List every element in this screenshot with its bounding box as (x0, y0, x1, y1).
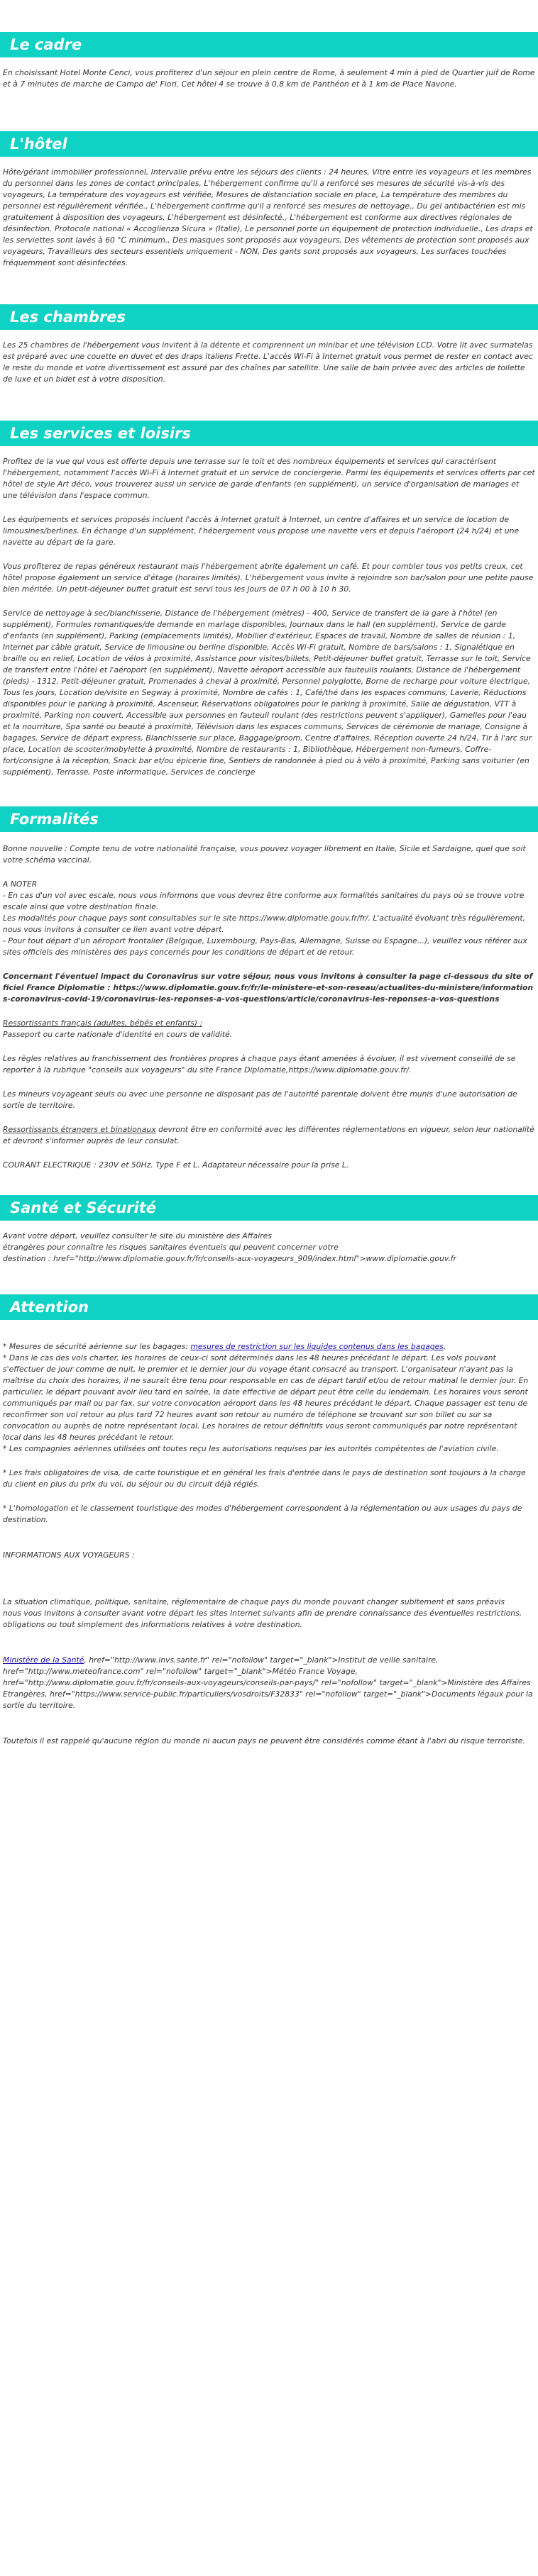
services-text-3: Vous profiterez de repas généreux restaurant mais l'hébergement abrite également un café. Et pour combler tous vos petits creux, cet hôtel propose également un service d'étage (horaires limités). L'hébergement vous invite à rejoindre son bar/salon pour une petite pause bien méritée. Un petit-déjeuner buffet gratuit est servi tous les jours de 07 h 00 à 10 h 30. (3, 562, 534, 594)
nationals-label: Ressortissants français (adultes, bébés et enfants) : (3, 1018, 203, 1028)
section-title-sante: Santé et Sécurité (0, 1195, 538, 1221)
section-sante (0, 1195, 538, 1265)
section-attention (0, 1294, 538, 1747)
section-hotel (0, 131, 538, 269)
coronavirus-notice: Concernant l'éventuel impact du Coronavirus sur votre séjour, nous vous invitons à consulter la page ci-dessous du site officiel France Diplomatie : https://www.diplomatie.gouv.fr/fr/le-ministere-et-son-reseau/actualites-du-ministere/informations-coronavirus-covid-19/coronavirus-les-reponses-a-vos-questions/article/coronavirus-les-reponses-a-vos-questions (3, 972, 534, 1004)
foreigners-text: devront être en conformité avec les différentes réglementations en vigueur, selon leur nationalité et devront s'informer auprès de leur consulat. (3, 1125, 534, 1145)
chambres-text: Les 25 chambres de l'hébergement vous invitent à la détente et comprennent un minibar et une télévision LCD. Votre lit avec surmatelas est préparé avec une couette en duvet et des draps italiens Frette. L'accès Wi-Fi à Internet gratuit vous permet de rester en contact avec le reste du monde et votre divertissement est assuré par des chaînes par satellite. Une salle de bain privée avec des articles de toilette de luxe et un bidet est à votre disposition. (3, 340, 533, 384)
section-chambres (0, 304, 538, 385)
services-text-2: Les équipements et services proposés incluent l'accès à internet gratuit à Internet, un centre d'affaires et un service de location de limousines/berlines. En échange d'un supplément, l'hébergement vous propose une navette vers et depuis l'aéroport (24 h/24) et une navette au départ de la gare. (3, 515, 520, 547)
section-title-chambres: Les chambres (0, 304, 538, 330)
traveler-info-text: La situation climatique, politique, sanitaire, réglementaire de chaque pays du monde pouvant changer subitement et sans préavis nous vous invitons à consulter avant votre départ les sites Internet suivants afin de prendre connaissance des éventuelles restrictions, obligations ou tout simplement des informations relatives à votre destination. (3, 1597, 522, 1629)
note-text: - En cas d'un vol avec escale, nous vous informons que vous devrez être conforme aux formalités sanitaires du pays où se trouve votre escale ainsi que votre destination finale. Les modalités pour chaque pays sont consultables sur le site https://www.diplomatie.gouv.fr/fr/. L'actualité évoluant très régulièrement, nous vous invitons à consulter ce lien avant votre départ. - Pour tout départ d'un aéroport frontalier (Belgique, Luxembourg, Pays-Bas, Allemagne, Suisse ou Espagne...), veuillez vous référer aux sites officiels des ministères des pays concernés pour les conditions de départ et de retour. (3, 891, 527, 957)
minors-text: Les mineurs voyageant seuls ou avec une personne ne disposant pas de l'autorité parentale doivent être munis d'une autorisation de sortie de territoire. (3, 1089, 517, 1110)
useful-links-text: , href="http://www.invs.sante.fr" rel="nofollow" target="_blank">Institut de veille sanitaire, href="http://www.meteofrance.com" rel="nofollow" target="_blank">Météo France Voyage, href="http://www.diplomatie.gouv.fr/fr/conseils-aux-voyageurs/conseils-par-pays/" rel="nofollow" target="_blank">Ministère des Affaires Etrangères, href="https://www.service-public.fr/particuliers/vosdroits/F32833" rel="nofollow" target="_blank">Documents légaux pour la sortie du territoire. (3, 1655, 533, 1710)
section-title-cadre: Le cadre (0, 32, 538, 57)
charter-flights-text: . * Dans le cas des vols charter, les horaires de ceux-ci sont déterminés dans les 48 heures précédant le départ. Les vols pouvant s'effectuer de jour comme de nuit, le premier et le dernier jour du voyage étant consacré au transport. L'organisateur n'ayant pas la maîtrise du choix des horaires, il ne saurait être tenu pour responsable en cas de départ tardif et/ou de retour matinal le dernier jour. En particulier, le départ pouvant avoir lieu tard en soirée, la date effective de départ peut être celle du lendemain. Les horaires vous seront communiqués par mail ou par fax, sur votre convocation aéroport dans les 48 heures précédant le départ. Chaque passager est tenu de reconfirmer son vol retour au plus tard 72 heures avant son retour au numéro de téléphone se trouvant sur son billet ou sur sa convocation ou auprès de notre représentant local. Les horaires de retour définitifs vous seront communiqués par notre représentant local dans les 48 heures précédant le retour. * Les compagnies aériennes utilisées ont toutes reçu les autorisations requises par les autorités compétentes de l'aviation civile. (3, 1342, 529, 1453)
services-text-4: Service de nettoyage à sec/blanchisserie, Distance de l'hébergement (mètres) - 400, Service de transfert de la gare à l'hôtel (en supplément), Formules romantiques/de demande en mariage disponibles, Journaux dans le hall (en supplément), Service de garde d'enfants (en supplément), Parking (emplacements limités), Mobilier d'extérieur, Espaces de travail, Nombre de salles de réunion : 1, Internet par câble gratuit, Service de limousine ou berline disponible, Accès Wi-Fi gratuit, Nombre de bars/salons : 1, Signalétique en braille ou en relief, Location de vélos à proximité, Assistance pour visites/billets, Petit-déjeuner buffet gratuit, Terrasse sur le toit, Service de transfert entre l'hôtel et l'aéroport (en supplément), Navette aéroport accessible aux fauteuils roulants, Distance de l'hébergement (pieds) - 1312, Petit-déjeuner gratuit, Promenades à cheval à proximité, Personnel polyglotte, Borne de recharge pour voiture électrique, Tous les jours, Location de/visite en Segway à proximité, Nombre de cafés : 1, Café/thé dans les espaces communs, Laverie, Réductions disponibles pour le parking à proximité, Ascenseur, Réservations obligatoires pour le parking à proximité, Salle de dégustation, VTT à proximité, Parking non couvert, Accessible aux personnes en fauteuil roulant (des restrictions peuvent s'appliquer), Gamelles pour l'eau et la nourriture, Spa santé ou beauté à proximité, Télévision dans les espaces communs, Services de cérémonie de mariage, Consigne à bagages, Service de départ express, Blanchisserie sur place, Baggage/groom, Centre d'affaires, Réception ouverte 24 h/24, Tir à l'arc sur place, Location de scooter/mobylette à proximité, Nombre de restaurants : 1, Bibliothèque, Hébergement non-fumeurs, Coffre-fort/consigne à la réception, Snack bar et/ou épicerie fine, Sentiers de randonnée à pied ou à vélo à proximité, Parking sans voiturier (en supplément), Terrasse, Poste informatique, Services de concierge (3, 609, 532, 777)
ministry-health-link[interactable]: Ministère de la Santé (3, 1655, 84, 1665)
section-cadre (0, 0, 538, 90)
section-formalites (0, 806, 538, 1171)
liquids-restriction-link[interactable]: mesures de restriction sur les liquides contenus dans les bagages (190, 1342, 444, 1351)
nationals-text: Passeport ou carte nationale d'identité en cours de validité. (3, 1030, 233, 1039)
cadre-text: En choisissant Hotel Monte Cenci, vous profiterez d'un séjour en plein centre de Rome, à seulement 4 min à pied de Quartier juif de Rome et à 7 minutes de marche de Campo de' Fiori. Cet hôtel 4 se trouve à 0,8 km de Panthéon et à 1 km de Place Navone. (3, 68, 535, 89)
hotel-text: Hôte/gérant immobilier professionnel, Intervalle prévu entre les séjours des clients : 24 heures, Vitre entre les voyageurs et les membres du personnel dans les zones de contact principales, L'hébergement confirme qu'il a renforcé ses mesures de sécurité vis-à-vis des voyageurs, La température des voyageurs est vérifiée, Mesures de distanciation sociale en place, La température des membres du personnel est régulièrement vérifiée., L'hébergement confirme qu'il a renforcé ses mesures de nettoyage., Du gel antibactérien est mis gratuitement à disposition des voyageurs, L'hébergement est désinfecté., L'hébergement est conforme aux directives régionales de désinfection. Protocole national « Accoglienza Sicura » (Italie), Le personnel porte un équipement de protection individuelle., Les draps et les serviettes sont lavés à 60 °C minimum., Des masques sont proposés aux voyageurs, Des vêtements de protection sont proposés aux voyageurs, Travailleurs des secteurs essentiels uniquement - NON, Des gants sont proposés aux voyageurs, Les surfaces touchées fréquemment sont désinfectées. (3, 167, 533, 267)
baggage-prefix: * Mesures de sécurité aérienne sur les bagages: (3, 1342, 191, 1351)
terror-risk-text: Toutefois il est rappelé qu'aucune région du monde ni aucun pays ne peuvent être considérés comme étant à l'abri du risque terroriste. (3, 1736, 525, 1745)
section-services (0, 421, 538, 778)
visa-fees-text: * Les frais obligatoires de visa, de carte touristique et en général les frais d'entrée dans le pays de destination sont toujours à la charge du client en plus du prix du vol, du séjour ou du circuit déjà réglés. (3, 1468, 526, 1489)
services-text-1: Profitez de la vue qui vous est offerte depuis une terrasse sur le toit et des nombreux équipements et services qui caractérisent l'hébergement, notamment l'accès Wi-Fi à Internet gratuit et un service de conciergerie. Parmi les équipements et services offerts par cet hôtel de style Art déco, vous trouverez aussi un service de garde d'enfants (en supplément), un service d'organisation de mariages et une télévision dans l'espace commun. (3, 457, 535, 500)
sante-text: Avant votre départ, veuillez consulter le site du ministère des Affaires étrangères pour connaître les risques sanitaires éventuels qui peuvent concerner votre destination : href="http://www.diplomatie.gouv.fr/fr/conseils-aux-voyageurs_909/index.html">www.diplomatie.gouv.fr (3, 1231, 456, 1263)
classification-text: * L'homologation et le classement touristique des modes d'hébergement correspondent à la réglementation ou aux usages du pays de destination. (3, 1504, 522, 1524)
formalites-intro: Bonne nouvelle : Compte tenu de votre nationalité française, vous pouvez voyager librement en Italie, Sicile et Sardaigne, quel que soit votre schéma vaccinal. (3, 844, 526, 865)
section-title-attention: Attention (0, 1294, 538, 1320)
electric-current-text: COURANT ELECTRIQUE : 230V et 50Hz. Type F et L. Adaptateur nécessaire pour la prise L. (3, 1160, 349, 1170)
section-title-hotel: L'hôtel (0, 131, 538, 157)
section-title-formalites: Formalités (0, 806, 538, 832)
border-rules-text: Les règles relatives au franchissement des frontières propres à chaque pays étant amenées à évoluer, il est vivement conseillé de se reporter à la rubrique "conseils aux voyageurs" du site France Diplomatie,https://www.diplomatie.gouv.fr/. (3, 1054, 516, 1075)
traveler-info-label: INFORMATIONS AUX VOYAGEURS : (3, 1550, 135, 1560)
note-label: A NOTER (3, 879, 38, 889)
foreigners-label: Ressortissants étrangers et binationaux (3, 1125, 156, 1134)
section-title-services: Les services et loisirs (0, 421, 538, 446)
